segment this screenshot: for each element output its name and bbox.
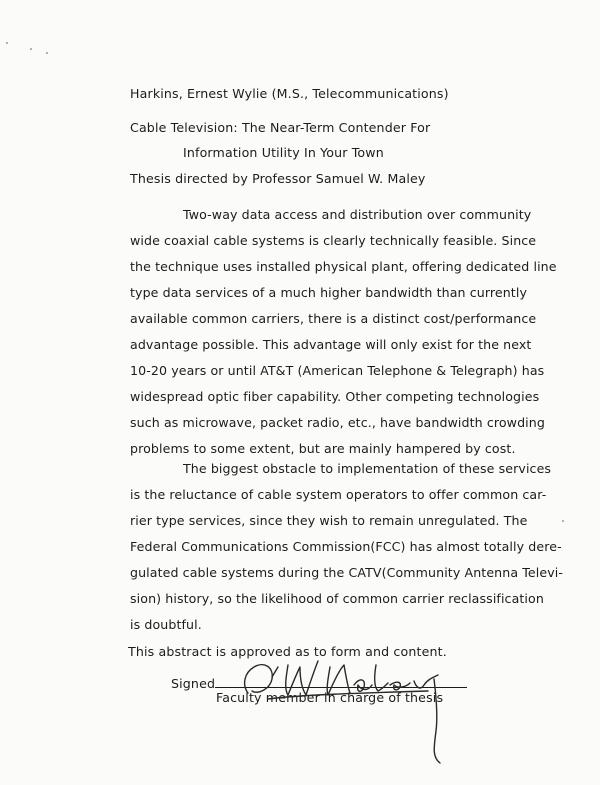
author-line: Harkins, Ernest Wylie (M.S., Telecommunications) [130,86,449,101]
handwritten-signature [238,655,458,765]
text-line: is the reluctance of cable system operators to offer common car- [130,487,547,502]
text-line: Federal Communications Commission(FCC) has almost totally dere- [130,539,562,554]
signed-label: Signed [171,676,216,691]
approval-statement: This abstract is approved as to form and content. [128,644,447,659]
text-line: is doubtful. [130,617,202,632]
text-line: 10-20 years or until AT&T (American Telephone & Telegraph) has [130,363,545,378]
thesis-title-line-1: Cable Television: The Near-Term Contender For [130,120,431,135]
text-line: available common carriers, there is a distinct cost/performance [130,311,537,326]
text-line: rier type services, since they wish to remain unregulated. The [130,513,528,528]
text-line: widespread optic fiber capability. Other competing technologies [130,389,540,404]
abstract-paragraph-1 [130,202,557,462]
scan-speck [30,48,32,50]
scan-speck [46,52,48,54]
text-line: The biggest obstacle to implementation of these services [183,461,552,476]
scan-speck [562,520,564,522]
text-line: sion) history, so the likelihood of common carrier reclassification [130,591,544,606]
text-line: type data services of a much higher bandwidth than currently [130,285,527,300]
thesis-director-line: Thesis directed by Professor Samuel W. Maley [130,171,426,186]
text-line: problems to some extent, but are mainly hampered by cost. [130,441,516,456]
text-line: wide coaxial cable systems is clearly technically feasible. Since [130,233,537,248]
text-line: the technique uses installed physical plant, offering dedicated line [130,259,557,274]
text-line: advantage possible. This advantage will only exist for the next [130,337,532,352]
scan-speck [6,42,8,44]
text-line: gulated cable systems during the CATV(Community Antenna Televi- [130,565,564,580]
text-line: Two-way data access and distribution over community [183,207,532,222]
signature-caption: Faculty member in charge of thesis [216,690,444,705]
text-line: such as microwave, packet radio, etc., have bandwidth crowding [130,415,545,430]
abstract-paragraph-2 [130,456,564,638]
thesis-title-line-2: Information Utility In Your Town [183,145,384,160]
